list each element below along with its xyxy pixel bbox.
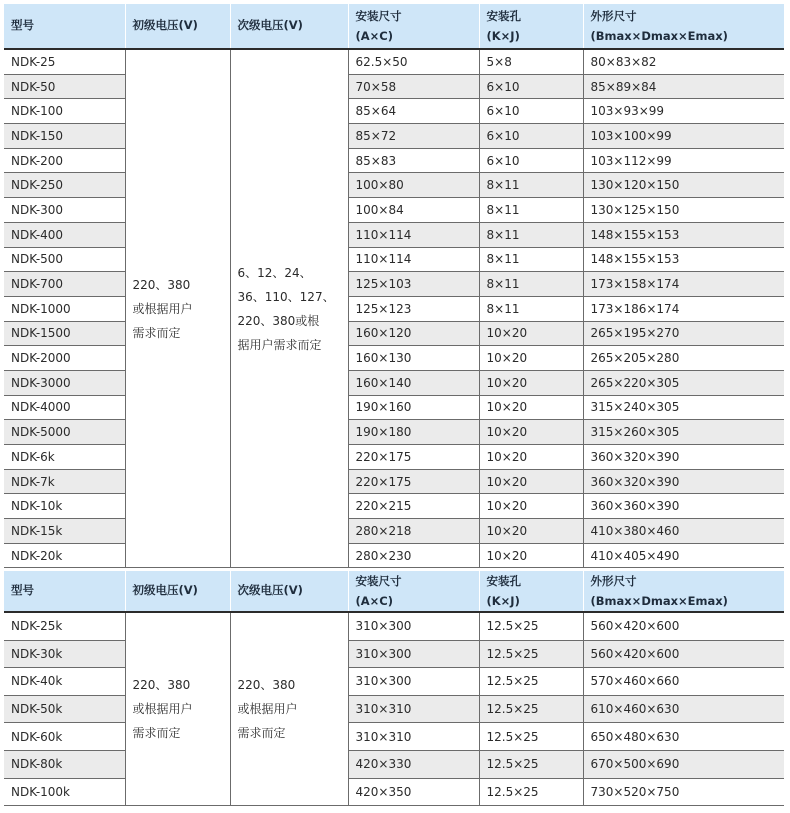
secondary-voltage-line: 需求而定 [237, 726, 286, 741]
cell-mount-hole: 12.5×25 [479, 723, 583, 751]
cell-outline: 130×125×150 [583, 198, 784, 223]
table-row [4, 272, 784, 297]
cell-mount-size: 70×58 [348, 74, 479, 99]
cell-mount-size: 220×175 [348, 469, 479, 494]
cell-mount-hole: 12.5×25 [479, 778, 583, 806]
cell-model: NDK-150 [4, 124, 125, 149]
cell-mount-size: 85×72 [348, 124, 479, 149]
cell-primary-voltage [125, 49, 230, 568]
table-row [4, 640, 784, 668]
table-row [4, 198, 784, 223]
header-outline-line2: (Bmax×Dmax×Emax) [590, 29, 728, 43]
header-outline [583, 4, 784, 49]
cell-outline: 560×420×600 [583, 640, 784, 668]
header-mount-size-line2: (A×C) [355, 29, 393, 43]
cell-outline: 410×405×490 [583, 543, 784, 568]
cell-mount-size: 160×120 [348, 321, 479, 346]
cell-outline: 315×240×305 [583, 395, 784, 420]
header-mount-size [348, 4, 479, 49]
table-row [4, 173, 784, 198]
table-row [4, 370, 784, 395]
cell-mount-hole: 8×11 [479, 296, 583, 321]
cell-model: NDK-1500 [4, 321, 125, 346]
cell-model: NDK-40k [4, 668, 125, 696]
primary-voltage-line: 220、380 [132, 678, 191, 693]
table-row [4, 469, 784, 494]
primary-voltage-line: 需求而定 [132, 726, 181, 741]
table-row [4, 148, 784, 173]
cell-model: NDK-3000 [4, 370, 125, 395]
header-primary-voltage: 初级电压(V) [125, 571, 230, 612]
cell-outline: 560×420×600 [583, 612, 784, 640]
cell-mount-size: 310×310 [348, 695, 479, 723]
cell-model: NDK-25k [4, 612, 125, 640]
table-row [4, 445, 784, 470]
cell-mount-size: 280×230 [348, 543, 479, 568]
cell-mount-size: 125×123 [348, 296, 479, 321]
table-header-row [4, 4, 784, 49]
cell-outline: 730×520×750 [583, 778, 784, 806]
cell-mount-hole: 10×20 [479, 543, 583, 568]
cell-outline: 103×93×99 [583, 99, 784, 124]
secondary-voltage-line: 6、12、24、 [237, 265, 312, 280]
cell-model: NDK-5000 [4, 420, 125, 445]
cell-model: NDK-6k [4, 445, 125, 470]
cell-mount-hole: 10×20 [479, 445, 583, 470]
cell-model: NDK-7k [4, 469, 125, 494]
cell-mount-size: 100×84 [348, 198, 479, 223]
spec-table-1 [4, 4, 784, 568]
table-row [4, 519, 784, 544]
cell-model: NDK-400 [4, 222, 125, 247]
cell-outline: 265×195×270 [583, 321, 784, 346]
cell-outline: 173×186×174 [583, 296, 784, 321]
cell-mount-size: 110×114 [348, 222, 479, 247]
cell-model: NDK-10k [4, 494, 125, 519]
cell-mount-size: 310×300 [348, 668, 479, 696]
cell-mount-size: 62.5×50 [348, 49, 479, 74]
cell-outline: 570×460×660 [583, 668, 784, 696]
header-mount-hole-line1: 安装孔 [486, 9, 521, 23]
cell-mount-hole: 10×20 [479, 370, 583, 395]
cell-mount-size: 190×180 [348, 420, 479, 445]
cell-outline: 265×205×280 [583, 346, 784, 371]
cell-model: NDK-50 [4, 74, 125, 99]
cell-mount-hole: 12.5×25 [479, 695, 583, 723]
cell-model: NDK-100k [4, 778, 125, 806]
cell-outline: 315×260×305 [583, 420, 784, 445]
cell-model: NDK-500 [4, 247, 125, 272]
header-model: 型号 [4, 571, 125, 612]
header-outline-line2: (Bmax×Dmax×Emax) [590, 594, 728, 608]
table-header-row [4, 571, 784, 612]
primary-voltage-line: 220、380 [132, 277, 191, 292]
cell-model: NDK-100 [4, 99, 125, 124]
cell-model: NDK-50k [4, 695, 125, 723]
secondary-voltage-line: 220、380或根 [237, 313, 320, 328]
cell-mount-hole: 6×10 [479, 124, 583, 149]
cell-mount-size: 110×114 [348, 247, 479, 272]
cell-mount-size: 310×300 [348, 612, 479, 640]
cell-mount-hole: 12.5×25 [479, 612, 583, 640]
header-mount-hole-line2: (K×J) [486, 594, 520, 608]
table-row [4, 612, 784, 640]
cell-mount-size: 85×64 [348, 99, 479, 124]
secondary-voltage-line: 或根据用户 [237, 702, 298, 717]
cell-mount-size: 420×330 [348, 750, 479, 778]
cell-mount-hole: 10×20 [479, 519, 583, 544]
table-row [4, 420, 784, 445]
header-mount-size [348, 571, 479, 612]
cell-mount-hole: 8×11 [479, 272, 583, 297]
table-row [4, 346, 784, 371]
secondary-voltage-line: 据用户需求而定 [237, 337, 322, 352]
header-outline-line1: 外形尺寸 [590, 9, 637, 23]
cell-mount-hole: 10×20 [479, 321, 583, 346]
cell-model: NDK-15k [4, 519, 125, 544]
header-secondary-voltage: 次级电压(V) [230, 571, 348, 612]
cell-outline: 650×480×630 [583, 723, 784, 751]
header-outline-line1: 外形尺寸 [590, 574, 637, 588]
primary-voltage-line: 需求而定 [132, 325, 181, 340]
cell-mount-hole: 10×20 [479, 346, 583, 371]
cell-mount-size: 220×215 [348, 494, 479, 519]
cell-mount-size: 190×160 [348, 395, 479, 420]
cell-outline: 360×320×390 [583, 469, 784, 494]
cell-mount-hole: 8×11 [479, 222, 583, 247]
table-row [4, 543, 784, 568]
spec-table-2 [4, 571, 784, 806]
primary-voltage-line: 或根据用户 [132, 301, 193, 316]
cell-mount-hole: 12.5×25 [479, 668, 583, 696]
header-outline [583, 571, 784, 612]
header-mount-size-line2: (A×C) [355, 594, 393, 608]
cell-outline: 670×500×690 [583, 750, 784, 778]
cell-mount-hole: 8×11 [479, 198, 583, 223]
cell-outline: 360×320×390 [583, 445, 784, 470]
table-row [4, 124, 784, 149]
cell-outline: 610×460×630 [583, 695, 784, 723]
cell-mount-size: 280×218 [348, 519, 479, 544]
cell-model: NDK-250 [4, 173, 125, 198]
table-row [4, 222, 784, 247]
cell-mount-size: 160×130 [348, 346, 479, 371]
table-row [4, 321, 784, 346]
cell-mount-size: 310×310 [348, 723, 479, 751]
cell-secondary-voltage [230, 612, 348, 806]
secondary-voltage-line: 220、380 [237, 678, 296, 693]
cell-primary-voltage [125, 612, 230, 806]
header-mount-hole-line2: (K×J) [486, 29, 520, 43]
cell-mount-size: 125×103 [348, 272, 479, 297]
table-row [4, 296, 784, 321]
cell-model: NDK-20k [4, 543, 125, 568]
cell-model: NDK-30k [4, 640, 125, 668]
table-row [4, 99, 784, 124]
cell-model: NDK-4000 [4, 395, 125, 420]
table-row [4, 494, 784, 519]
cell-outline: 265×220×305 [583, 370, 784, 395]
cell-outline: 148×155×153 [583, 222, 784, 247]
cell-model: NDK-700 [4, 272, 125, 297]
header-mount-size-line1: 安装尺寸 [355, 9, 402, 23]
table-row [4, 723, 784, 751]
header-mount-hole-line1: 安装孔 [486, 574, 521, 588]
header-mount-size-line1: 安装尺寸 [355, 574, 402, 588]
primary-voltage-line: 或根据用户 [132, 702, 193, 717]
cell-model: NDK-1000 [4, 296, 125, 321]
cell-mount-size: 160×140 [348, 370, 479, 395]
table-row [4, 74, 784, 99]
table-row [4, 695, 784, 723]
cell-outline: 80×83×82 [583, 49, 784, 74]
cell-mount-hole: 10×20 [479, 395, 583, 420]
cell-outline: 360×360×390 [583, 494, 784, 519]
cell-model: NDK-300 [4, 198, 125, 223]
table-row [4, 750, 784, 778]
cell-model: NDK-25 [4, 49, 125, 74]
table-row [4, 49, 784, 74]
cell-outline: 103×112×99 [583, 148, 784, 173]
cell-model: NDK-200 [4, 148, 125, 173]
cell-outline: 173×158×174 [583, 272, 784, 297]
header-mount-hole [479, 571, 583, 612]
cell-secondary-voltage [230, 49, 348, 568]
header-mount-hole [479, 4, 583, 49]
cell-outline: 85×89×84 [583, 74, 784, 99]
cell-model: NDK-80k [4, 750, 125, 778]
cell-mount-hole: 6×10 [479, 99, 583, 124]
table-row [4, 668, 784, 696]
cell-mount-size: 85×83 [348, 148, 479, 173]
cell-mount-hole: 8×11 [479, 173, 583, 198]
cell-mount-hole: 12.5×25 [479, 750, 583, 778]
cell-mount-size: 310×300 [348, 640, 479, 668]
cell-mount-hole: 10×20 [479, 420, 583, 445]
table-row [4, 395, 784, 420]
cell-outline: 103×100×99 [583, 124, 784, 149]
cell-mount-hole: 5×8 [479, 49, 583, 74]
cell-mount-size: 100×80 [348, 173, 479, 198]
cell-mount-hole: 6×10 [479, 74, 583, 99]
cell-mount-hole: 10×20 [479, 469, 583, 494]
cell-model: NDK-2000 [4, 346, 125, 371]
header-secondary-voltage: 次级电压(V) [230, 4, 348, 49]
table-row [4, 247, 784, 272]
cell-model: NDK-60k [4, 723, 125, 751]
cell-outline: 410×380×460 [583, 519, 784, 544]
cell-mount-hole: 12.5×25 [479, 640, 583, 668]
header-primary-voltage: 初级电压(V) [125, 4, 230, 49]
cell-mount-hole: 8×11 [479, 247, 583, 272]
cell-outline: 148×155×153 [583, 247, 784, 272]
cell-mount-hole: 10×20 [479, 494, 583, 519]
secondary-voltage-line: 36、110、127、 [237, 289, 335, 304]
cell-outline: 130×120×150 [583, 173, 784, 198]
header-model: 型号 [4, 4, 125, 49]
table-row [4, 778, 784, 806]
cell-mount-size: 220×175 [348, 445, 479, 470]
cell-mount-hole: 6×10 [479, 148, 583, 173]
cell-mount-size: 420×350 [348, 778, 479, 806]
